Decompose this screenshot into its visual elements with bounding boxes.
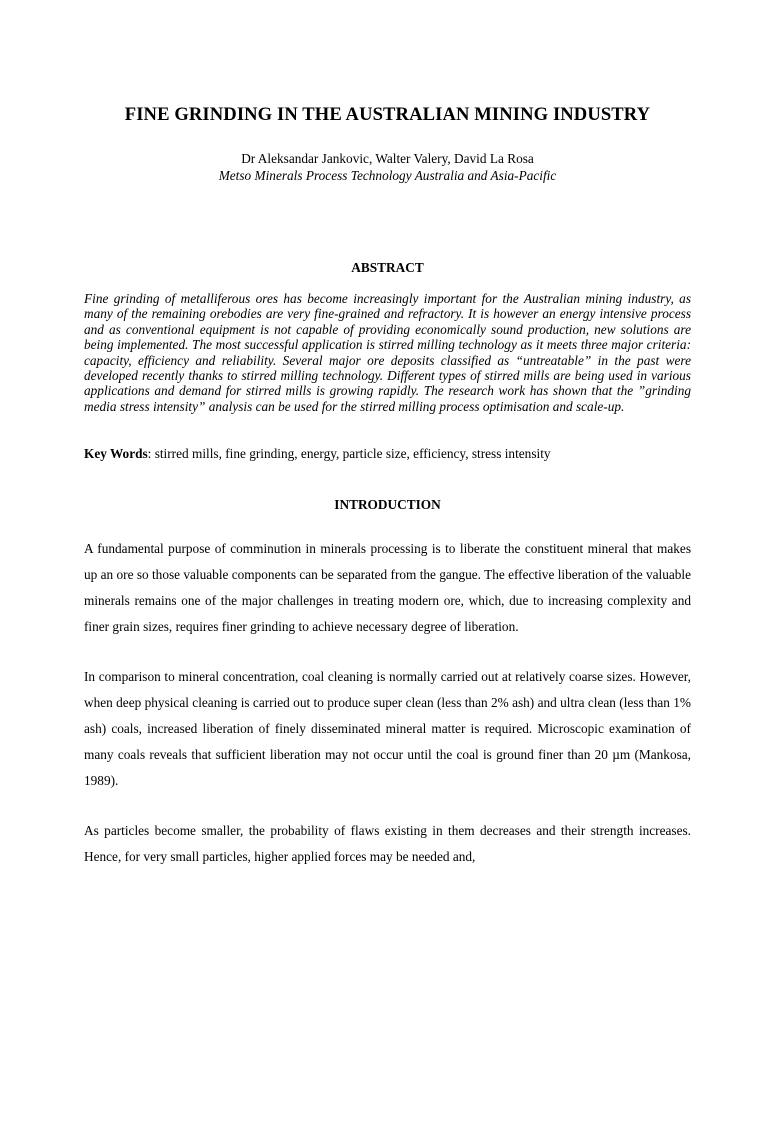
author-list: Dr Aleksandar Jankovic, Walter Valery, David La Rosa xyxy=(241,151,534,166)
keywords-line xyxy=(84,445,691,462)
affiliation: Metso Minerals Process Technology Australia and Asia-Pacific xyxy=(218,168,557,183)
body-paragraph: A fundamental purpose of comminution in minerals processing is to liberate the constituent mineral that makes up an ore so those valuable components can be separated from the gangue. The effective liberation of the valuable minerals remains one of the major challenges in treating modern ore, which, due to increasing complexity and finer grain sizes, requires finer grinding to achieve necessary degree of liberation. xyxy=(84,541,691,635)
abstract-heading: ABSTRACT xyxy=(351,260,424,275)
keywords-text: : stirred mills, fine grinding, energy, particle size, efficiency, stress intensity xyxy=(147,446,551,462)
document-page xyxy=(0,104,768,1128)
keywords-label: Key Words xyxy=(84,446,148,462)
abstract-text: Fine grinding of metalliferous ores has become increasingly important for the Australian mining industry, as many of the remaining orebodies are very fine-grained and refractory. It is however an energy intensive process and as conventional equipment is not capable of providing economically sound production, new solutions are being implemented. The most successful application is stirred milling technology as it meets three major criteria: capacity, efficiency and reliability. Several major ore deposits classified as “untreatable” in the past were developed recently thanks to stirred milling technology. Different types of stirred mills are being used in various applications and demand for stirred mills is growing rapidly. The research work has shown that the ”grinding media stress intensity” analysis can be used for the stirred milling process optimisation and scale-up. xyxy=(84,291,691,414)
introduction-heading: INTRODUCTION xyxy=(334,497,441,513)
body-paragraph: In comparison to mineral concentration, coal cleaning is normally carried out at relatively coarse sizes. However, when deep physical cleaning is carried out to produce super clean (less than 2% ash) and ultra clean (less than 1% ash) coals, increased liberation of finely disseminated mineral matter is required. Microscopic examination of many coals reveals that sufficient liberation may not occur until the coal is ground finer than 20 µm (Mankosa, 1989). xyxy=(84,669,691,789)
paper-title: FINE GRINDING IN THE AUSTRALIAN MINING INDUSTRY xyxy=(124,104,651,125)
body-paragraph: As particles become smaller, the probability of flaws existing in them decreases and their strength increases. Hence, for very small particles, higher applied forces may be needed and, xyxy=(84,823,691,865)
